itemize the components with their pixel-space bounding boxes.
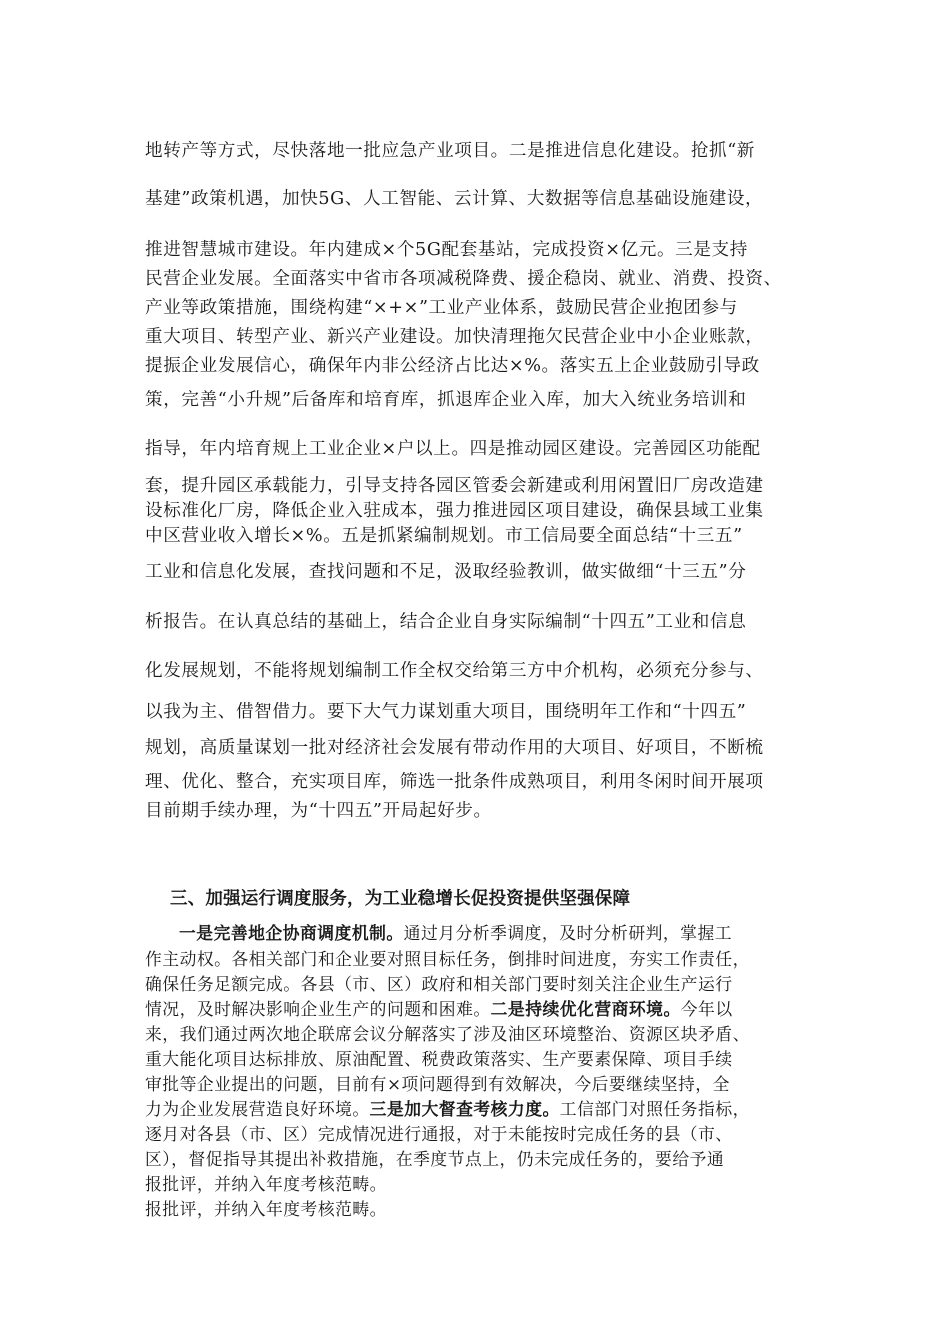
body-line: 设标准化厂房，降低企业入驻成本，强力推进园区项目建设，确保县域工业集 [145, 501, 764, 521]
section-text: 区），督促指导其提出补救措施，在季度节点上，仍未完成任务的，要给予通 [145, 1149, 725, 1169]
section-text: 逐月对各县（市、区）完成情况进行通报，对于未能按时完成任务的县（市、 [145, 1124, 733, 1144]
section-text: 通过月分析季调度，及时分析研判，掌握工 [403, 923, 733, 943]
section-text: 作主动权。各相关部门和企业要对照目标任务，倒排时间进度，夯实工作责任， [145, 949, 750, 969]
bold-lead: 一是完善地企协商调度机制。 [179, 923, 404, 943]
section-line [145, 1048, 825, 1070]
body-line: 推进智慧城市建设。年内建成×个5G配套基站，完成投资×亿元。三是支持 [145, 240, 748, 260]
body-line: 理、优化、整合，充实项目库，筛选一批条件成熟项目，利用冬闲时间开展项 [145, 772, 764, 792]
body-line: 地转产等方式，尽快落地一批应急产业项目。二是推进信息化建设。抢抓“新 [145, 141, 755, 161]
section-text: 工信部门对照任务指标， [559, 1099, 750, 1119]
section-text: 报批评，并纳入年度考核范畴。 [145, 1174, 387, 1194]
section-heading: 三、加强运行调度服务，为工业稳增长促投资提供坚强保障 [170, 889, 631, 909]
body-line: 提振企业发展信心，确保年内非公经济占比达×%。落实五上企业鼓励引导政 [145, 356, 760, 376]
section-text: 今年以 [680, 999, 733, 1019]
section-line [145, 1123, 825, 1145]
body-line: 策，完善“小升规”后备库和培育库，抓退库企业入库，加大入统业务培训和 [145, 390, 747, 410]
bold-lead: 二是持续优化营商环境。 [490, 999, 681, 1019]
body-line: 化发展规划，不能将规划编制工作全权交给第三方中介机构，必须充分参与、 [145, 661, 764, 681]
body-line: 中区营业收入增长×%。五是抓紧编制规划。市工信局要全面总结“十三五” [145, 526, 743, 546]
section-text: 审批等企业提出的问题，目前有×项问题得到有效解决，今后要继续坚持，全 [145, 1074, 730, 1094]
body-line: 套，提升园区承载能力，引导支持各园区管委会新建或利用闲置旧厂房改造建 [145, 476, 764, 496]
section-text: 力为企业发展营造良好环境。 [145, 1099, 370, 1119]
section-text: 情况，及时解决影响企业生产的问题和困难。 [145, 999, 491, 1019]
body-line: 以我为主、借智借力。要下大气力谋划重大项目，围绕明年工作和“十四五” [145, 702, 747, 722]
bold-lead: 三是加大督查考核力度。 [369, 1099, 560, 1119]
body-line: 基建”政策机遇，加快5G、人工智能、云计算、大数据等信息基础设施建设， [145, 189, 764, 209]
section-line [145, 1173, 825, 1195]
body-line: 指导，年内培育规上工业企业×户以上。四是推动园区建设。完善园区功能配 [145, 439, 761, 459]
section-line [179, 922, 824, 944]
body-line: 析报告。在认真总结的基础上，结合企业自身实际编制“十四五”工业和信息 [145, 612, 747, 632]
section-line [145, 1023, 825, 1045]
section-text: 重大能化项目达标排放、原油配置、税费政策落实、生产要素保障、项目手续 [145, 1049, 733, 1069]
section-line [145, 1073, 825, 1095]
section-text: 来，我们通过两次地企联席会议分解落实了涉及油区环境整治、资源区块矛盾、 [145, 1024, 750, 1044]
section-line [145, 1198, 825, 1220]
section-line [145, 948, 825, 970]
section-line [145, 998, 825, 1020]
body-line: 民营企业发展。全面落实中省市各项减税降费、援企稳岗、就业、消费、投资、 [145, 269, 782, 289]
section-text: 确保任务足额完成。各县（市、区）政府和相关部门要时刻关注企业生产运行 [145, 974, 733, 994]
section-text: 报批评，并纳入年度考核范畴。 [145, 1199, 387, 1219]
body-line: 规划，高质量谋划一批对经济社会发展有带动作用的大项目、好项目，不断梳 [145, 738, 764, 758]
body-line: 目前期手续办理，为“十四五”开局起好步。 [145, 801, 492, 821]
body-line: 重大项目、转型产业、新兴产业建设。加快清理拖欠民营企业中小企业账款， [145, 327, 764, 347]
section-line [145, 1098, 825, 1120]
body-line: 工业和信息化发展，查找问题和不足，汲取经验教训，做实做细“十三五”分 [145, 562, 747, 582]
section-line [145, 1148, 825, 1170]
body-line: 产业等政策措施，围绕构建“×+×”工业产业体系，鼓励民营企业抱团参与 [145, 298, 738, 318]
section-line [145, 973, 825, 995]
